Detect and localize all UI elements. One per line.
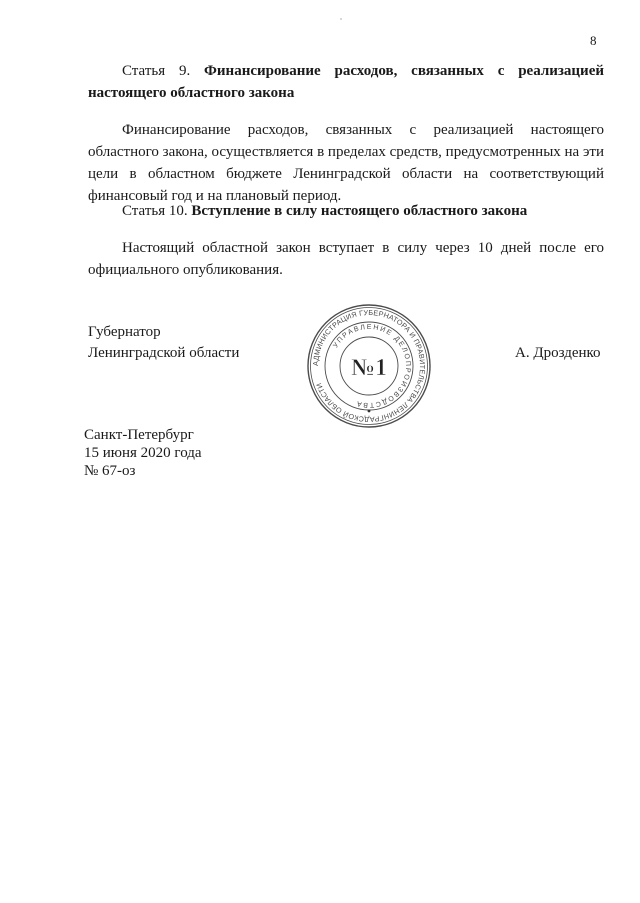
article-body: Настоящий областной закон вступает в силу через 10 дней после его официального опубликования. xyxy=(88,240,604,278)
signature-position xyxy=(88,322,239,364)
article-10 xyxy=(88,200,604,281)
article-heading xyxy=(88,60,604,104)
article-title: Вступление в силу настоящего областного закона xyxy=(191,203,528,219)
law-number: № 67-оз xyxy=(84,463,136,479)
seal-star xyxy=(368,410,371,413)
article-heading xyxy=(88,200,604,222)
article-9 xyxy=(88,60,604,207)
seal-center-number: №1 xyxy=(350,355,388,381)
article-prefix: Статья 10. xyxy=(122,203,188,219)
scan-mark xyxy=(340,18,342,20)
signature-title: Губернатор xyxy=(88,324,161,340)
seal-inner-text: УПРАВЛЕНИЕ ДЕЛОПРОИЗВОДСТВА xyxy=(332,323,412,409)
article-prefix: Статья 9. xyxy=(122,63,191,79)
article-title: Финансирование расходов, связанных с реализацией настоящего областного закона xyxy=(88,63,604,101)
place-date-block xyxy=(84,426,202,480)
official-seal-stamp xyxy=(306,303,432,429)
law-date: 15 июня 2020 года xyxy=(84,445,202,461)
place-city: Санкт-Петербург xyxy=(84,427,194,443)
signature-region: Ленинградской области xyxy=(88,345,240,361)
signatory-name: А. Дрозденко xyxy=(515,345,601,361)
page-number: 8 xyxy=(590,33,597,48)
seal-outer-text: АДМИНИСТРАЦИЯ ГУБЕРНАТОРА И ПРАВИТЕЛЬСТВА ЛЕНИНГРАДСКОЙ ОБЛАСТИ xyxy=(310,307,428,425)
article-body: Финансирование расходов, связанных с реализацией настоящего областного закона, осуществляется в пределах средств, предусмотренных на эти цели в областном бюджете Ленинградской области на соответствующий финансовый год и на плановый период. xyxy=(88,122,604,204)
